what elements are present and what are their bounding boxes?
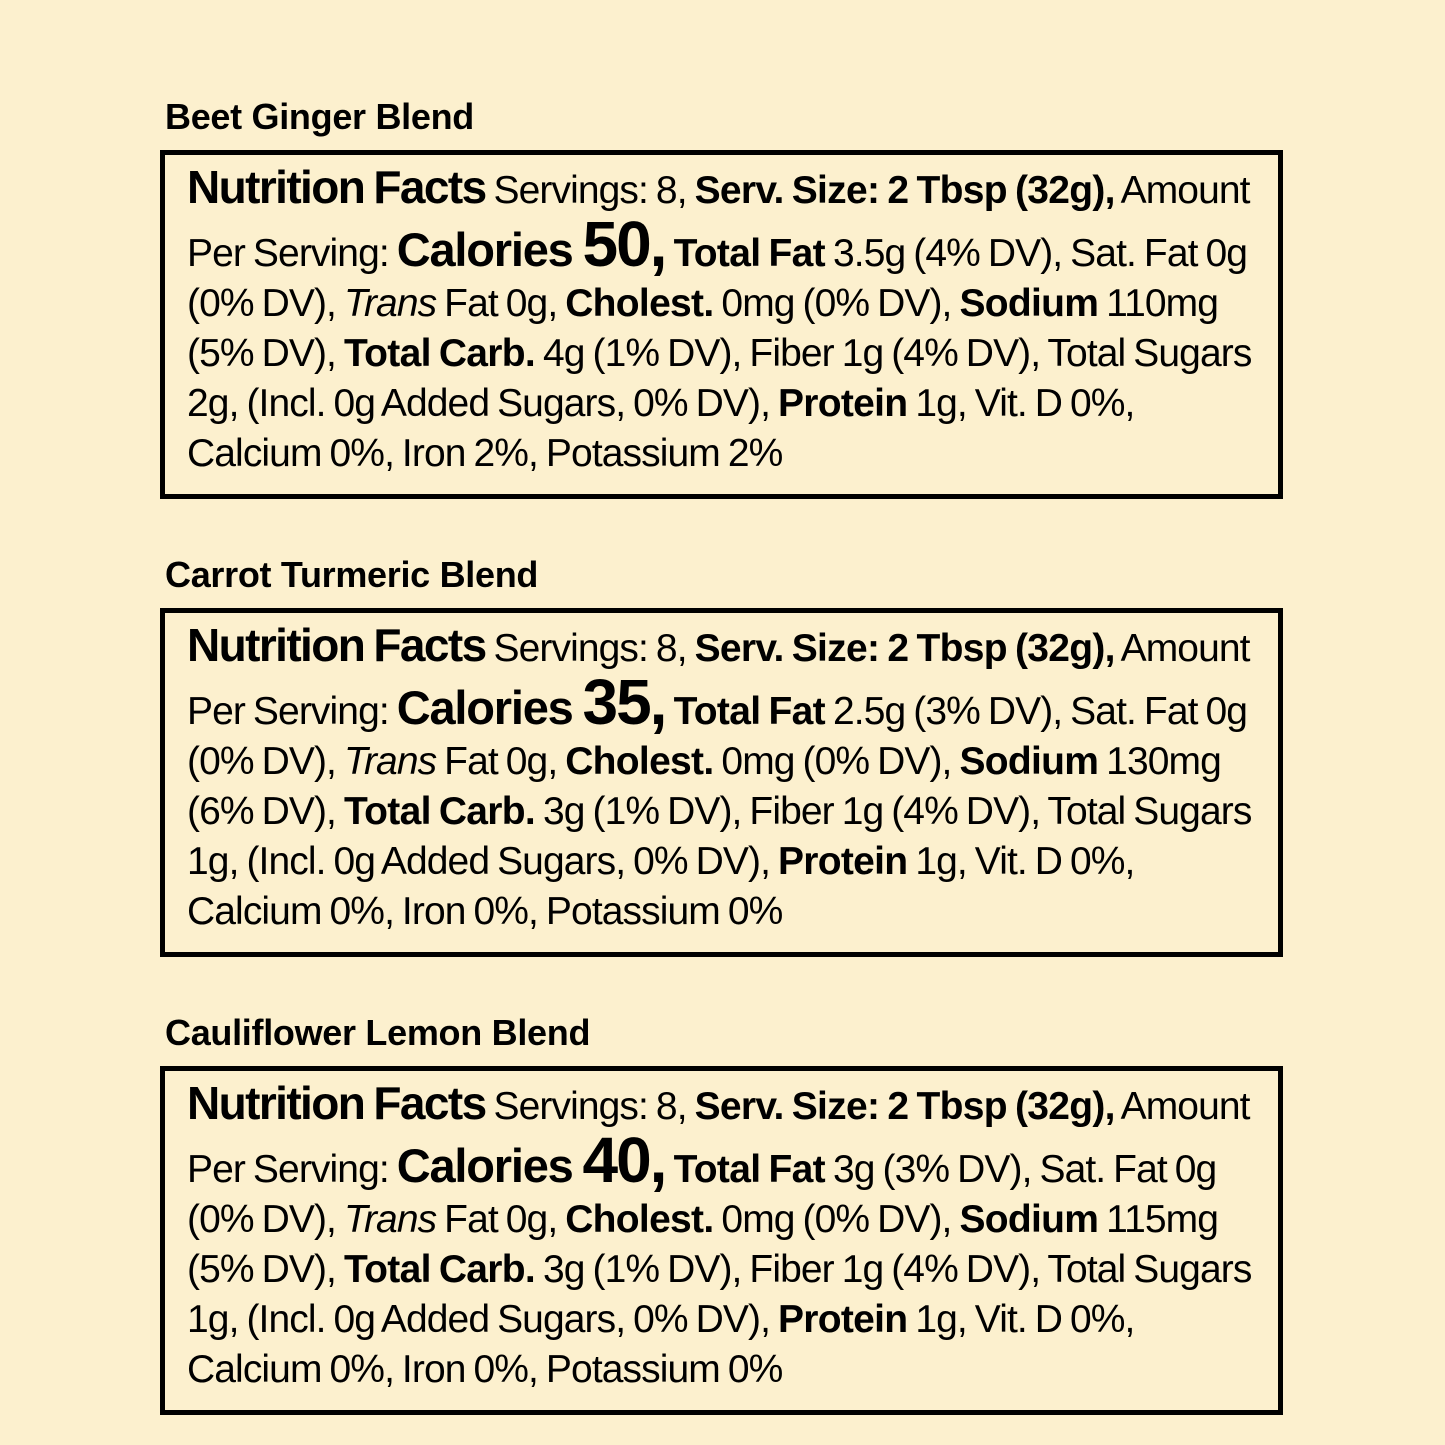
text-segment-r: 3g (1% DV), Fiber 1g (4% DV), Total Sugars 1g, (Incl. 0g Added Sugars, 0% DV), <box>187 790 1252 883</box>
section-cauliflower-lemon-blend <box>160 1012 1283 1415</box>
text-segment-r: 1g, Vit. D 0%, Calcium 0%, Iron 2%, Potassium 2% <box>187 382 1135 475</box>
nutrition-facts-box <box>160 1066 1283 1415</box>
text-segment-r: Servings: 8, <box>485 1085 695 1128</box>
text-segment-b: Sodium <box>959 1198 1099 1241</box>
text-segment-r: Amount Per Serving: <box>187 627 1250 733</box>
text-segment-i: Trans <box>343 740 437 783</box>
blend-title: Carrot Turmeric Blend <box>165 554 539 595</box>
text-segment-b: Serv. Size: 2 Tbsp (32g), <box>694 1085 1115 1128</box>
text-segment-r: Amount Per Serving: <box>187 1085 1250 1191</box>
text-segment-calval: 40, <box>582 1124 666 1196</box>
text-segment-nf: Nutrition Facts <box>187 619 486 671</box>
blend-title: Cauliflower Lemon Blend <box>165 1012 591 1053</box>
text-segment-i: Trans <box>343 1198 437 1241</box>
text-segment-b: Total Fat <box>665 1148 834 1191</box>
nutrition-facts-text <box>187 1078 1262 1395</box>
text-segment-b: Serv. Size: 2 Tbsp (32g), <box>694 627 1115 670</box>
text-segment-nf: Nutrition Facts <box>187 161 486 213</box>
text-segment-r: 110mg (5% DV), <box>187 282 1219 375</box>
nutrition-facts-box <box>160 150 1283 499</box>
text-segment-cal: Calories <box>396 223 583 276</box>
text-segment-r: 1g, Vit. D 0%, Calcium 0%, Iron 0%, Potassium 0% <box>187 840 1135 933</box>
text-segment-r: Fat 0g, <box>436 740 566 783</box>
text-segment-b: Total Fat <box>665 232 834 275</box>
section-carrot-turmeric-blend <box>160 554 1283 957</box>
text-segment-r: 3g (3% DV), Sat. Fat 0g (0% DV), <box>187 1148 1217 1241</box>
text-segment-b: Protein <box>777 840 908 883</box>
text-segment-r: 2.5g (3% DV), Sat. Fat 0g (0% DV), <box>187 690 1248 783</box>
text-segment-b: Protein <box>777 382 908 425</box>
blend-title: Beet Ginger Blend <box>165 96 474 137</box>
text-segment-cal: Calories <box>396 1139 583 1192</box>
text-segment-b: Total Carb. <box>343 790 536 833</box>
nutrition-facts-box <box>160 608 1283 957</box>
text-segment-b: Sodium <box>959 740 1099 783</box>
text-segment-r: 4g (1% DV), Fiber 1g (4% DV), Total Sugars 2g, (Incl. 0g Added Sugars, 0% DV), <box>187 332 1252 425</box>
text-segment-r: Fat 0g, <box>436 282 566 325</box>
text-segment-r: 3.5g (4% DV), Sat. Fat 0g (0% DV), <box>187 232 1248 325</box>
text-segment-b: Sodium <box>959 282 1099 325</box>
text-segment-b: Cholest. <box>565 282 714 325</box>
text-segment-cal: Calories <box>396 681 583 734</box>
text-segment-b: Serv. Size: 2 Tbsp (32g), <box>694 169 1115 212</box>
text-segment-b: Cholest. <box>565 740 714 783</box>
text-segment-calval: 50, <box>582 208 666 280</box>
text-segment-r: Servings: 8, <box>485 627 695 670</box>
text-segment-b: Total Carb. <box>343 332 536 375</box>
text-segment-r: 0mg (0% DV), <box>713 282 960 325</box>
nutrition-labels-page <box>160 0 1283 1415</box>
text-segment-r: 115mg (5% DV), <box>187 1198 1219 1291</box>
text-segment-r: 3g (1% DV), Fiber 1g (4% DV), Total Sugars 1g, (Incl. 0g Added Sugars, 0% DV), <box>187 1248 1252 1341</box>
text-segment-r: 0mg (0% DV), <box>713 1198 960 1241</box>
text-segment-i: Trans <box>343 282 437 325</box>
text-segment-b: Total Fat <box>665 690 834 733</box>
text-segment-r: Fat 0g, <box>436 1198 566 1241</box>
text-segment-r: 0mg (0% DV), <box>713 740 960 783</box>
text-segment-r: Servings: 8, <box>485 169 695 212</box>
text-segment-r: Amount Per Serving: <box>187 169 1250 275</box>
section-beet-ginger-blend <box>160 96 1283 499</box>
text-segment-b: Cholest. <box>565 1198 714 1241</box>
text-segment-calval: 35, <box>582 666 666 738</box>
text-segment-b: Total Carb. <box>343 1248 536 1291</box>
text-segment-r: 1g, Vit. D 0%, Calcium 0%, Iron 0%, Potassium 0% <box>187 1298 1135 1391</box>
text-segment-r: 130mg (6% DV), <box>187 740 1221 833</box>
text-segment-nf: Nutrition Facts <box>187 1077 486 1129</box>
nutrition-facts-text <box>187 162 1262 479</box>
text-segment-b: Protein <box>777 1298 908 1341</box>
nutrition-facts-text <box>187 620 1262 937</box>
